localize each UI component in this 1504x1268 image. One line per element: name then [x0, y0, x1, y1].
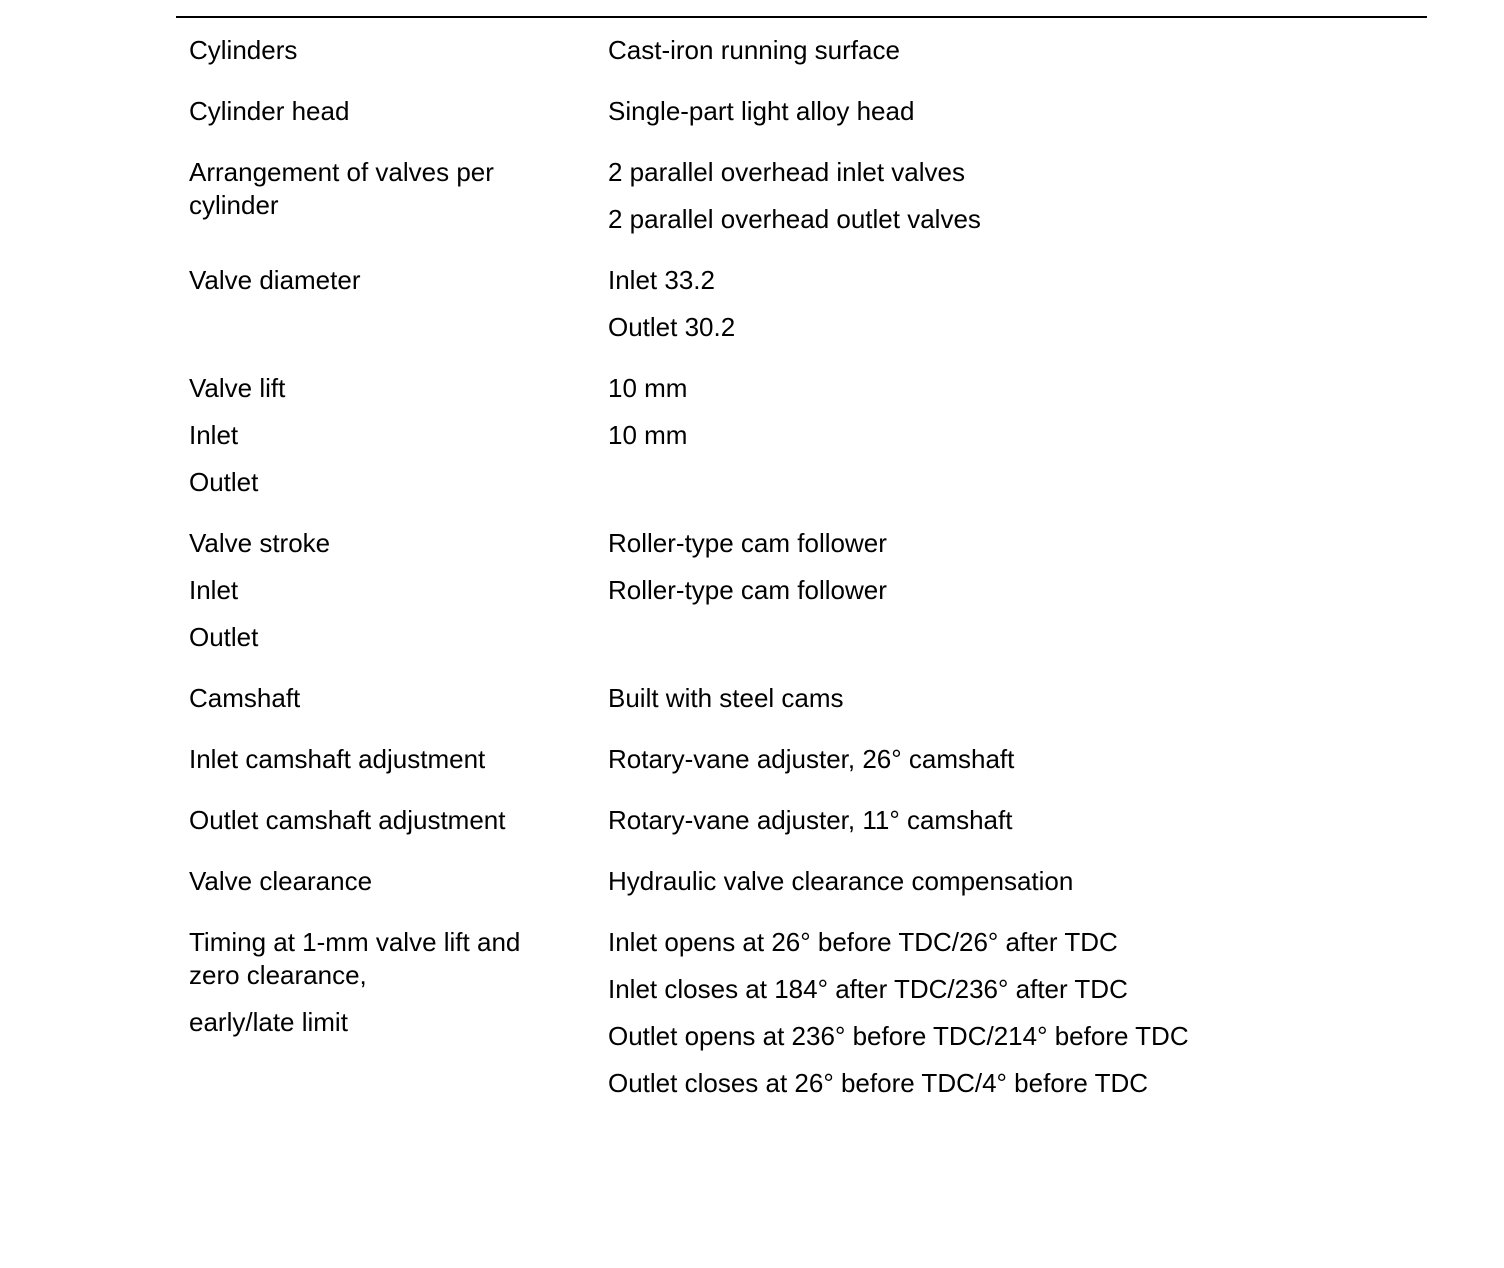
label-line: Valve stroke	[189, 528, 331, 558]
spec-label	[189, 926, 608, 1039]
spec-label	[189, 156, 608, 222]
label-line: Cylinders	[189, 35, 298, 65]
value-line: Hydraulic valve clearance compensation	[608, 866, 1074, 896]
value-line: Inlet closes at 184° after TDC/236° after TDC	[608, 974, 1128, 1004]
label-line: Valve clearance	[189, 866, 373, 896]
spec-value	[608, 804, 1419, 837]
value-line: Outlet 30.2	[608, 312, 736, 342]
spec-value	[608, 34, 1419, 67]
spec-label	[189, 527, 608, 654]
spec-label	[189, 34, 608, 67]
spec-row-inlet-camshaft-adjustment	[189, 743, 1419, 776]
label-line: Camshaft	[189, 683, 301, 713]
label-line: Outlet camshaft adjustment	[189, 805, 506, 835]
spec-table	[189, 34, 1419, 1128]
spec-row-timing	[189, 926, 1419, 1100]
spec-value	[608, 372, 1419, 452]
label-line: Timing at 1-mm valve lift and zero clearance,	[189, 927, 521, 990]
label-line: Inlet camshaft adjustment	[189, 744, 486, 774]
value-line: Built with steel cams	[608, 683, 844, 713]
spec-label	[189, 743, 608, 776]
label-line: Outlet	[189, 467, 259, 497]
spec-row-valve-stroke	[189, 527, 1419, 654]
spec-value	[608, 865, 1419, 898]
value-line: Cast-iron running surface	[608, 35, 900, 65]
spec-value	[608, 156, 1419, 236]
value-line: 2 parallel overhead inlet valves	[608, 157, 965, 187]
spec-label	[189, 95, 608, 128]
label-line: Outlet	[189, 622, 259, 652]
spec-row-outlet-camshaft-adjustment	[189, 804, 1419, 837]
value-line: Roller-type cam follower	[608, 575, 887, 605]
spec-row-cylinders	[189, 34, 1419, 67]
spec-value	[608, 95, 1419, 128]
top-rule-divider	[176, 16, 1427, 18]
value-line: Single-part light alloy head	[608, 96, 915, 126]
spec-row-valve-clearance	[189, 865, 1419, 898]
spec-value	[608, 926, 1419, 1100]
spec-label	[189, 264, 608, 297]
value-line: Rotary-vane adjuster, 26° camshaft	[608, 744, 1015, 774]
value-line: Outlet closes at 26° before TDC/4° before TDC	[608, 1068, 1149, 1098]
value-line: 10 mm	[608, 420, 688, 450]
spec-row-valve-arrangement	[189, 156, 1419, 236]
value-line: Outlet opens at 236° before TDC/214° before TDC	[608, 1021, 1189, 1051]
value-line: Inlet opens at 26° before TDC/26° after TDC	[608, 927, 1118, 957]
value-line: Rotary-vane adjuster, 11° camshaft	[608, 805, 1013, 835]
value-line: Inlet 33.2	[608, 265, 715, 295]
value-line: 10 mm	[608, 373, 688, 403]
label-line: Arrangement of valves per cylinder	[189, 157, 494, 220]
spec-row-valve-diameter	[189, 264, 1419, 344]
label-line: Valve lift	[189, 373, 286, 403]
spec-label	[189, 865, 608, 898]
spec-label	[189, 372, 608, 499]
spec-label	[189, 804, 608, 837]
spec-row-cylinder-head	[189, 95, 1419, 128]
value-line: 2 parallel overhead outlet valves	[608, 204, 981, 234]
spec-value	[608, 682, 1419, 715]
spec-row-camshaft	[189, 682, 1419, 715]
spec-value	[608, 527, 1419, 607]
label-line: Inlet	[189, 420, 239, 450]
spec-value	[608, 264, 1419, 344]
label-line: Inlet	[189, 575, 239, 605]
spec-row-valve-lift	[189, 372, 1419, 499]
label-line: early/late limit	[189, 1007, 348, 1037]
value-line: Roller-type cam follower	[608, 528, 887, 558]
label-line: Valve diameter	[189, 265, 361, 295]
spec-value	[608, 743, 1419, 776]
label-line: Cylinder head	[189, 96, 350, 126]
spec-label	[189, 682, 608, 715]
